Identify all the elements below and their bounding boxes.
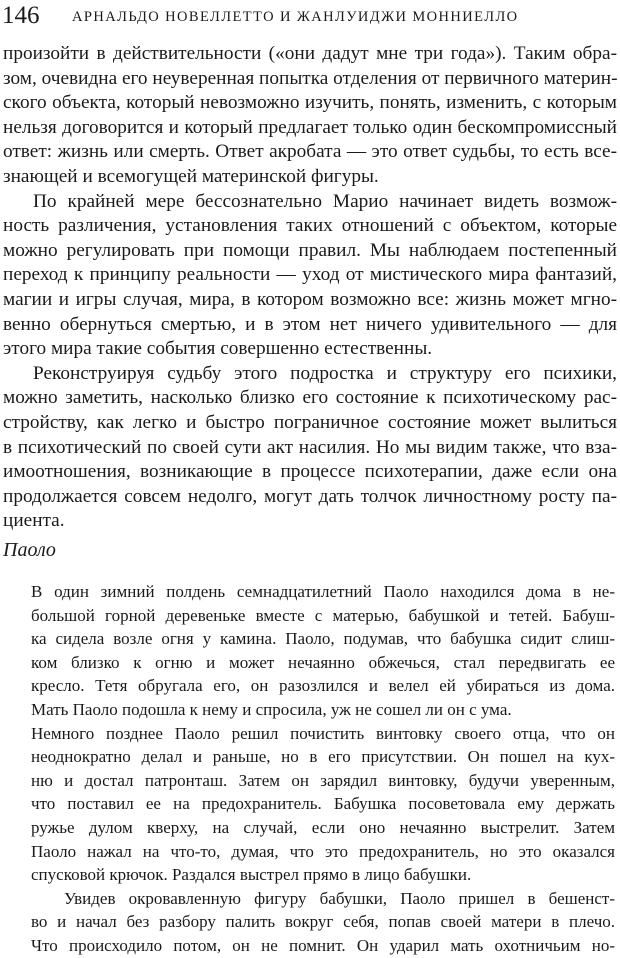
text-line: циента. bbox=[3, 510, 65, 532]
text-line: в психотический по своей сути акт насилия. Но мы видим также, что вза- bbox=[3, 436, 617, 458]
text-line: ответ: жизнь или смерть. Ответ акробата — это ответ судьбы, то есть все- bbox=[3, 141, 617, 163]
case-line: ню и достал патронташ. Затем он зарядил винтовку, будучи уверенным, bbox=[31, 770, 615, 790]
case-line: Мать Паоло подошла к нему и спросила, уж не сошел ли он с ума. bbox=[31, 699, 512, 719]
text-line: можно заметить, насколько близко его состояние к психотическому рас- bbox=[3, 387, 617, 409]
text-line: знающей и всемогущей материнской фигуры. bbox=[3, 165, 379, 187]
case-text bbox=[31, 580, 615, 958]
text-line: Реконструируя судьбу этого подростка и структуру его психики, bbox=[33, 362, 617, 384]
text-line: венно обернуться смертью, и в этом нет ничего удивительного — для bbox=[3, 313, 617, 335]
text-line: можно регулировать при помощи правил. Мы наблюдаем постепенный bbox=[3, 239, 617, 261]
case-line: кресло. Тетя обругала его, он разозлился и велел ей убираться из дома. bbox=[31, 676, 615, 696]
case-line: В один зимний полдень семнадцатилетний Паоло находился дома в не- bbox=[31, 582, 615, 601]
main-text bbox=[3, 42, 617, 534]
case-line: Что происходило потом, он не помнит. Он ударил мать охотничьим но- bbox=[31, 935, 615, 955]
text-line: ского объекта, который невозможно изучить, понять, изменить, с которым bbox=[3, 92, 617, 114]
section-title: Паоло bbox=[3, 539, 56, 561]
case-line: ком близко к огню и может нечаянно обжечься, стал передвигать ее bbox=[31, 652, 615, 672]
case-line: Немного позднее Паоло решил почистить винтовку своего отца, что он bbox=[31, 723, 615, 743]
text-line: имоотношения, возникающие в процессе психотерапии, даже если она bbox=[3, 461, 617, 483]
text-line: нельзя договорится и который предлагает только один бескомпромиссный bbox=[3, 116, 617, 138]
case-line: Увидев окровавленную фигуру бабушки, Паоло пришел в бешенст- bbox=[64, 888, 615, 908]
text-line: стройству, как легко и быстро пограничное состояние может вылиться bbox=[3, 411, 617, 433]
text-line: произойти в действительности («они дадут мне три года»). Таким обра- bbox=[3, 43, 617, 64]
case-line: большой горной деревеньке вместе с матерью, бабушкой и тетей. Бабуш- bbox=[31, 605, 615, 625]
case-line: ружье дулом кверху, на случай, если оно нечаянно выстрелит. Затем bbox=[31, 817, 615, 837]
case-line: что поставил ее на предохранитель. Бабушка посоветовала ему держать bbox=[31, 794, 615, 814]
page-number: 146 bbox=[2, 2, 40, 29]
text-line: продолжается совсем недолго, могут дать толчок личностному росту па- bbox=[3, 485, 617, 507]
text-line: этого мира такие события совершенно естественны. bbox=[3, 338, 433, 360]
text-line: магии и игры случая, мира, в котором возможно все: жизнь может мгно- bbox=[3, 288, 617, 310]
case-line: спусковой крючок. Раздался выстрел прямо в лицо бабушки. bbox=[31, 865, 472, 885]
case-line: неоднократно делал и раньше, но в его присутствии. Он пошел на кух- bbox=[31, 747, 615, 767]
text-line: По крайней мере бессознательно Марио начинает видеть возмож- bbox=[33, 190, 617, 212]
case-line: ка сидела возле огня у камина. Паоло, подумав, что бабушка сидит слиш- bbox=[31, 629, 615, 649]
page-header bbox=[0, 2, 620, 32]
text-line: зом, очевидна его неуверенная попытка отделения от первичного материн- bbox=[3, 67, 618, 89]
case-line: Паоло нажал на что-то, думая, что это предохранитель, но это оказался bbox=[31, 841, 615, 861]
case-line: во и начал без разбору палить вокруг себя, попав своей матери в плечо. bbox=[31, 912, 615, 932]
text-line: ность различения, установления таких отношений с объектом, которые bbox=[3, 215, 617, 237]
running-head: АРНАЛЬДО НОВЕЛЛЕТТО И ЖАНЛУИДЖИ МОННИЕЛЛО bbox=[72, 9, 519, 25]
text-line: переход к принципу реальности — уход от мистического мира фантазий, bbox=[3, 264, 617, 286]
